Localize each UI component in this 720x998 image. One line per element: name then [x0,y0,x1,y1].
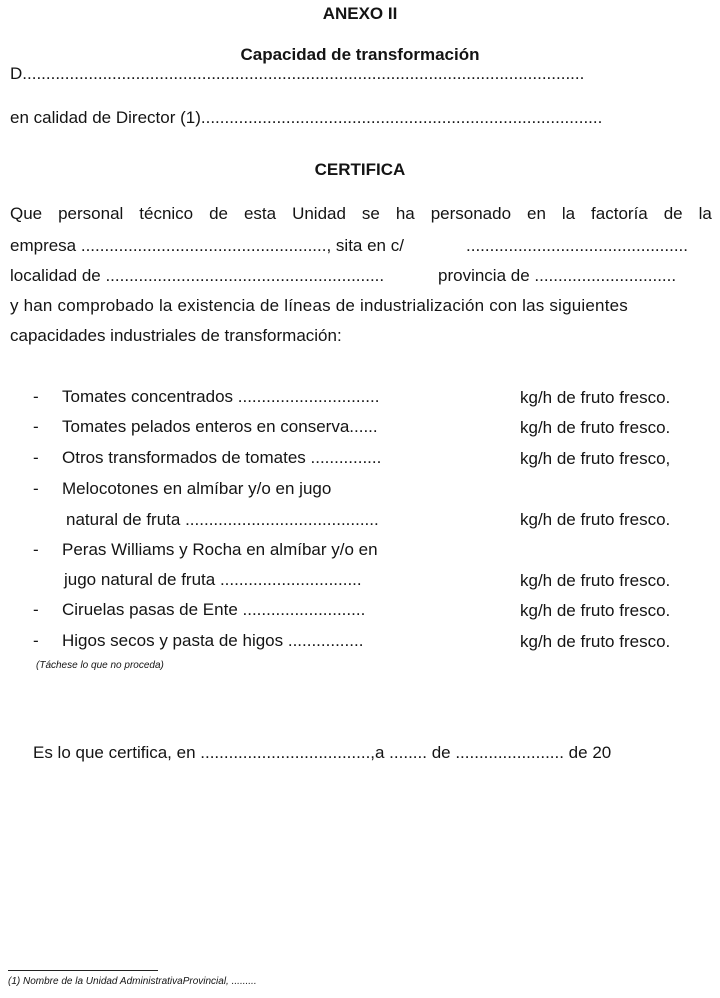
word: ha [395,204,415,223]
item-label: Peras Williams y Rocha en almíbar y/o en [62,540,378,559]
item-unit: kg/h de fruto fresco. [520,388,671,407]
director-role-line: en calidad de Director (1)..................................................................................... [10,108,603,127]
locality-line: localidad de ........................................................... [10,266,385,285]
word: de [663,204,683,223]
item-unit: kg/h de fruto fresco. [520,632,671,651]
word: la [698,204,712,223]
item-dash: - [33,600,39,619]
item-label: Otros transformados de tomates ............... [62,448,382,467]
item-dash: - [33,448,39,467]
item-unit: kg/h de fruto fresco, [520,449,671,468]
word: de [209,204,229,223]
document-subtitle: Capacidad de transformación [240,45,480,64]
item-label: Higos secos y pasta de higos ................ [62,631,364,650]
footnote-rule [8,970,158,971]
word: en [526,204,546,223]
item-dash: - [33,479,39,498]
company-line: empresa ...................................................., sita en c/ [10,236,404,255]
word: factoría [591,204,648,223]
item-unit: kg/h de fruto fresco. [520,418,671,437]
word: personal [58,204,124,223]
item-label-cont: jugo natural de fruta .............................. [64,570,362,589]
closing-line: Es lo que certifica, en ....................................,a ........ de ....................... de 20 [33,743,612,762]
item-label-cont: natural de fruta ......................................... [66,510,379,529]
item-dash: - [33,387,39,406]
word: técnico [139,204,194,223]
word: Que [10,204,43,223]
strike-note: (Táchese lo que no proceda) [36,660,164,671]
word: Unidad [292,204,346,223]
province-line: provincia de .............................. [438,266,677,285]
item-unit: kg/h de fruto fresco. [520,571,671,590]
item-label: Tomates pelados enteros en conserva...... [62,417,378,436]
word: se [361,204,380,223]
body-line-1 [10,204,712,224]
item-unit: kg/h de fruto fresco. [520,601,671,620]
verification-line: y han comprobado la existencia de líneas de industrialización con las siguientes [10,296,628,315]
item-dash: - [33,540,39,559]
director-name-line: D....................................................................................................................... [10,64,585,83]
item-unit: kg/h de fruto fresco. [520,510,671,529]
item-dash: - [33,631,39,650]
item-label: Melocotones en almíbar y/o en jugo [62,479,332,498]
item-dash: - [33,417,39,436]
certifica-heading: CERTIFICA [314,160,406,179]
word: personado [430,204,512,223]
word: esta [243,204,277,223]
annex-title: ANEXO II [322,4,398,23]
item-label: Tomates concentrados .............................. [62,387,380,406]
item-label: Ciruelas pasas de Ente .......................... [62,600,366,619]
street-dots: ............................................... [466,236,688,255]
word: la [561,204,576,223]
capacities-line: capacidades industriales de transformación: [10,326,342,345]
footnote: (1) Nombre de la Unidad AdministrativaProvincial, ......... [8,976,257,987]
